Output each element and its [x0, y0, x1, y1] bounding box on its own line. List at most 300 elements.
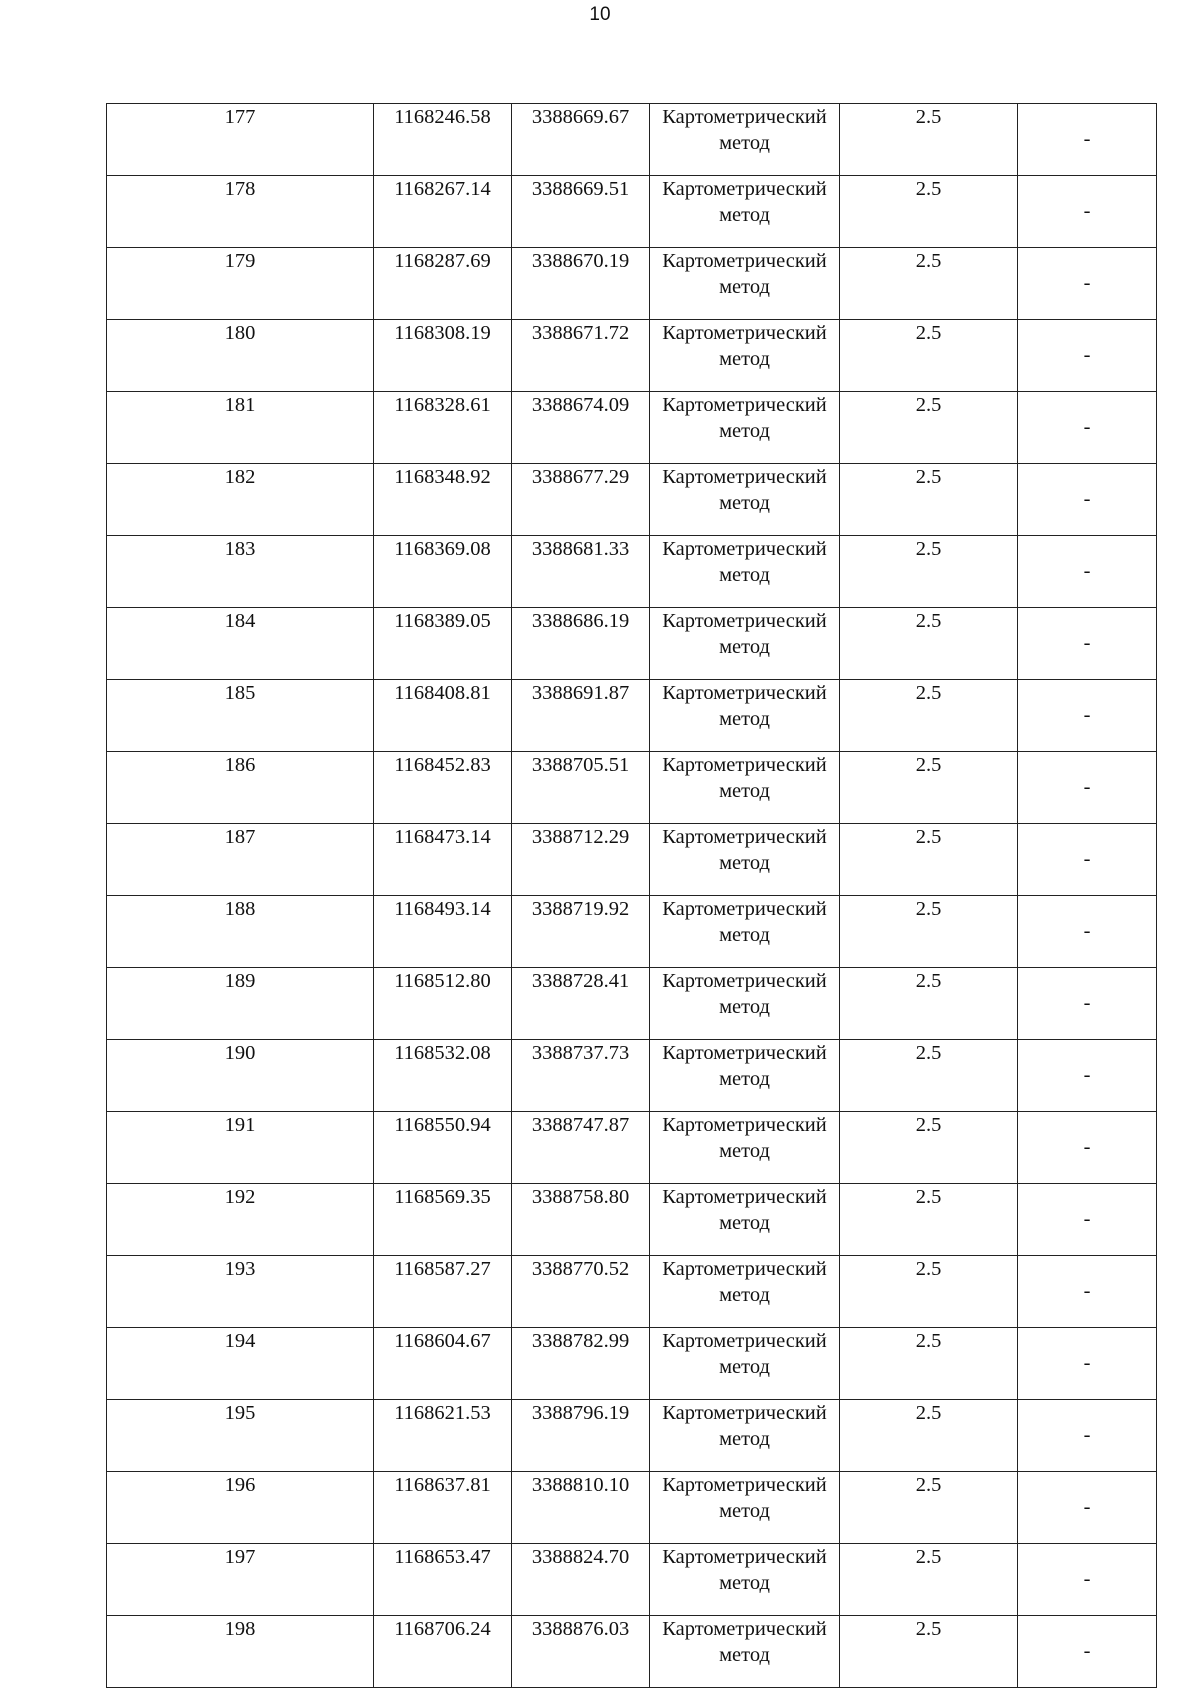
table-row — [107, 464, 1157, 536]
table-row — [107, 1040, 1157, 1112]
page-number: 10 — [589, 4, 611, 25]
x-coordinate-cell — [374, 968, 512, 1040]
y-coordinate-text: 3388671.72 — [531, 322, 630, 344]
table-row — [107, 1472, 1157, 1544]
accuracy-text: 2.5 — [915, 1330, 942, 1352]
y-coordinate-cell — [512, 1040, 650, 1112]
point-number-text: 193 — [224, 1258, 256, 1280]
x-coordinate-cell — [374, 1184, 512, 1256]
x-coordinate-text: 1168473.14 — [394, 826, 491, 848]
description-text: - — [1083, 1424, 1091, 1446]
method-text: метод — [719, 636, 770, 658]
point-number-text: 194 — [224, 1330, 256, 1352]
y-coordinate-text: 3388728.41 — [531, 970, 630, 992]
y-coordinate-cell — [512, 176, 650, 248]
method-text: Картометрический — [662, 1546, 827, 1568]
description-text: - — [1083, 1568, 1091, 1590]
x-coordinate-text: 1168328.61 — [394, 394, 491, 416]
table-row — [107, 536, 1157, 608]
method-cell — [650, 1184, 840, 1256]
x-coordinate-cell — [374, 608, 512, 680]
method-cell — [650, 824, 840, 896]
description-cell — [1018, 824, 1157, 896]
description-cell — [1018, 1184, 1157, 1256]
description-cell — [1018, 680, 1157, 752]
method-text: метод — [719, 1500, 770, 1522]
y-coordinate-text: 3388758.80 — [531, 1186, 630, 1208]
point-number-text: 189 — [224, 970, 256, 992]
point-number-cell — [107, 752, 374, 824]
y-coordinate-text: 3388824.70 — [531, 1546, 630, 1568]
x-coordinate-text: 1168246.58 — [394, 106, 491, 128]
method-text: метод — [719, 204, 770, 226]
method-text: метод — [719, 132, 770, 154]
table-row — [107, 104, 1157, 176]
point-number-cell — [107, 896, 374, 968]
accuracy-cell — [840, 104, 1018, 176]
table-row — [107, 1184, 1157, 1256]
y-coordinate-text: 3388770.52 — [531, 1258, 630, 1280]
point-number-cell — [107, 1184, 374, 1256]
y-coordinate-cell — [512, 392, 650, 464]
method-cell — [650, 1040, 840, 1112]
point-number-cell — [107, 1472, 374, 1544]
y-coordinate-cell — [512, 1544, 650, 1616]
method-text: метод — [719, 1356, 770, 1378]
y-coordinate-text: 3388782.99 — [531, 1330, 630, 1352]
point-number-cell — [107, 392, 374, 464]
method-text: Картометрический — [662, 1474, 827, 1496]
accuracy-text: 2.5 — [915, 1402, 942, 1424]
y-coordinate-cell — [512, 680, 650, 752]
table-row — [107, 176, 1157, 248]
method-text: метод — [719, 492, 770, 514]
accuracy-text: 2.5 — [915, 250, 942, 272]
x-coordinate-cell — [374, 1472, 512, 1544]
accuracy-cell — [840, 1040, 1018, 1112]
point-number-text: 180 — [224, 322, 256, 344]
accuracy-cell — [840, 464, 1018, 536]
method-text: Картометрический — [662, 826, 827, 848]
point-number-cell — [107, 824, 374, 896]
x-coordinate-text: 1168706.24 — [394, 1618, 491, 1640]
point-number-cell — [107, 176, 374, 248]
accuracy-cell — [840, 176, 1018, 248]
method-text: метод — [719, 348, 770, 370]
method-text: Картометрический — [662, 466, 827, 488]
method-cell — [650, 1400, 840, 1472]
point-number-cell — [107, 320, 374, 392]
x-coordinate-text: 1168267.14 — [394, 178, 491, 200]
x-coordinate-text: 1168389.05 — [394, 610, 491, 632]
x-coordinate-text: 1168587.27 — [394, 1258, 491, 1280]
y-coordinate-cell — [512, 248, 650, 320]
accuracy-text: 2.5 — [915, 1114, 942, 1136]
point-number-text: 198 — [224, 1618, 256, 1640]
accuracy-text: 2.5 — [915, 466, 942, 488]
y-coordinate-text: 3388719.92 — [531, 898, 630, 920]
method-text: метод — [719, 1284, 770, 1306]
description-text: - — [1083, 992, 1091, 1014]
accuracy-text: 2.5 — [915, 1258, 942, 1280]
method-text: Картометрический — [662, 178, 827, 200]
table-row — [107, 1400, 1157, 1472]
description-text: - — [1083, 1136, 1091, 1158]
point-number-text: 190 — [224, 1042, 256, 1064]
method-cell — [650, 536, 840, 608]
description-text: - — [1083, 1064, 1091, 1086]
description-cell — [1018, 896, 1157, 968]
point-number-text: 197 — [224, 1546, 256, 1568]
table-row — [107, 1616, 1157, 1688]
x-coordinate-cell — [374, 680, 512, 752]
y-coordinate-cell — [512, 536, 650, 608]
point-number-cell — [107, 608, 374, 680]
method-text: Картометрический — [662, 898, 827, 920]
y-coordinate-cell — [512, 1400, 650, 1472]
point-number-cell — [107, 1400, 374, 1472]
y-coordinate-text: 3388747.87 — [531, 1114, 630, 1136]
method-text: метод — [719, 708, 770, 730]
x-coordinate-cell — [374, 536, 512, 608]
accuracy-cell — [840, 1400, 1018, 1472]
description-cell — [1018, 104, 1157, 176]
accuracy-cell — [840, 752, 1018, 824]
point-number-text: 196 — [224, 1474, 256, 1496]
x-coordinate-cell — [374, 1040, 512, 1112]
method-cell — [650, 608, 840, 680]
method-text: метод — [719, 852, 770, 874]
y-coordinate-text: 3388686.19 — [531, 610, 630, 632]
method-cell — [650, 1256, 840, 1328]
description-cell — [1018, 968, 1157, 1040]
x-coordinate-cell — [374, 464, 512, 536]
method-text: метод — [719, 1644, 770, 1666]
table-row — [107, 320, 1157, 392]
y-coordinate-text: 3388737.73 — [531, 1042, 630, 1064]
x-coordinate-text: 1168653.47 — [394, 1546, 491, 1568]
y-coordinate-text: 3388681.33 — [531, 538, 630, 560]
accuracy-text: 2.5 — [915, 394, 942, 416]
accuracy-text: 2.5 — [915, 1546, 942, 1568]
accuracy-cell — [840, 1472, 1018, 1544]
point-number-cell — [107, 464, 374, 536]
x-coordinate-text: 1168287.69 — [394, 250, 491, 272]
description-text: - — [1083, 1496, 1091, 1518]
accuracy-text: 2.5 — [915, 1186, 942, 1208]
description-cell — [1018, 392, 1157, 464]
accuracy-cell — [840, 1616, 1018, 1688]
x-coordinate-text: 1168308.19 — [394, 322, 491, 344]
table-row — [107, 824, 1157, 896]
x-coordinate-text: 1168637.81 — [394, 1474, 491, 1496]
point-number-text: 187 — [224, 826, 256, 848]
description-text: - — [1083, 776, 1091, 798]
point-number-text: 186 — [224, 754, 256, 776]
method-cell — [650, 176, 840, 248]
point-number-cell — [107, 1040, 374, 1112]
description-cell — [1018, 1328, 1157, 1400]
point-number-text: 188 — [224, 898, 256, 920]
method-text: Картометрический — [662, 394, 827, 416]
description-cell — [1018, 1400, 1157, 1472]
method-cell — [650, 680, 840, 752]
point-number-text: 178 — [224, 178, 256, 200]
accuracy-text: 2.5 — [915, 754, 942, 776]
point-number-cell — [107, 104, 374, 176]
y-coordinate-cell — [512, 1472, 650, 1544]
method-cell — [650, 1328, 840, 1400]
description-text: - — [1083, 416, 1091, 438]
method-text: метод — [719, 924, 770, 946]
x-coordinate-cell — [374, 1256, 512, 1328]
point-number-text: 182 — [224, 466, 256, 488]
table-row — [107, 1256, 1157, 1328]
description-text: - — [1083, 1208, 1091, 1230]
table-row — [107, 896, 1157, 968]
y-coordinate-text: 3388705.51 — [531, 754, 630, 776]
description-text: - — [1083, 1640, 1091, 1662]
x-coordinate-text: 1168369.08 — [394, 538, 491, 560]
description-cell — [1018, 1040, 1157, 1112]
table-row — [107, 968, 1157, 1040]
description-cell — [1018, 176, 1157, 248]
point-number-text: 179 — [224, 250, 256, 272]
method-text: метод — [719, 564, 770, 586]
x-coordinate-cell — [374, 320, 512, 392]
y-coordinate-cell — [512, 608, 650, 680]
table-row — [107, 1112, 1157, 1184]
x-coordinate-text: 1168452.83 — [394, 754, 491, 776]
point-number-cell — [107, 968, 374, 1040]
method-cell — [650, 392, 840, 464]
point-number-cell — [107, 680, 374, 752]
description-text: - — [1083, 272, 1091, 294]
method-text: Картометрический — [662, 1402, 827, 1424]
method-cell — [650, 752, 840, 824]
table-row — [107, 608, 1157, 680]
x-coordinate-cell — [374, 752, 512, 824]
accuracy-text: 2.5 — [915, 610, 942, 632]
y-coordinate-text: 3388670.19 — [531, 250, 630, 272]
point-number-text: 177 — [224, 106, 256, 128]
point-number-cell — [107, 1328, 374, 1400]
y-coordinate-text: 3388669.51 — [531, 178, 630, 200]
point-number-text: 195 — [224, 1402, 256, 1424]
y-coordinate-cell — [512, 1256, 650, 1328]
method-text: метод — [719, 420, 770, 442]
y-coordinate-cell — [512, 104, 650, 176]
method-text: Картометрический — [662, 1618, 827, 1640]
point-number-cell — [107, 1616, 374, 1688]
x-coordinate-cell — [374, 1400, 512, 1472]
description-text: - — [1083, 1352, 1091, 1374]
y-coordinate-cell — [512, 968, 650, 1040]
method-text: Картометрический — [662, 1042, 827, 1064]
method-text: Картометрический — [662, 1114, 827, 1136]
description-cell — [1018, 248, 1157, 320]
x-coordinate-cell — [374, 824, 512, 896]
method-text: Картометрический — [662, 322, 827, 344]
description-text: - — [1083, 200, 1091, 222]
accuracy-cell — [840, 896, 1018, 968]
accuracy-cell — [840, 824, 1018, 896]
method-cell — [650, 1544, 840, 1616]
description-cell — [1018, 1256, 1157, 1328]
y-coordinate-cell — [512, 320, 650, 392]
method-cell — [650, 464, 840, 536]
table-row — [107, 248, 1157, 320]
y-coordinate-cell — [512, 464, 650, 536]
x-coordinate-text: 1168512.80 — [394, 970, 491, 992]
y-coordinate-text: 3388712.29 — [531, 826, 630, 848]
point-number-cell — [107, 248, 374, 320]
method-text: метод — [719, 1068, 770, 1090]
accuracy-cell — [840, 608, 1018, 680]
accuracy-text: 2.5 — [915, 826, 942, 848]
x-coordinate-cell — [374, 176, 512, 248]
method-text: Картометрический — [662, 1330, 827, 1352]
coordinates-table-body — [107, 104, 1157, 1688]
method-text: метод — [719, 276, 770, 298]
point-number-text: 191 — [224, 1114, 256, 1136]
method-cell — [650, 104, 840, 176]
x-coordinate-text: 1168348.92 — [394, 466, 491, 488]
accuracy-text: 2.5 — [915, 178, 942, 200]
method-cell — [650, 248, 840, 320]
description-text: - — [1083, 632, 1091, 654]
coordinates-table — [106, 103, 1157, 1688]
x-coordinate-cell — [374, 1544, 512, 1616]
description-text: - — [1083, 560, 1091, 582]
description-cell — [1018, 1616, 1157, 1688]
method-text: Картометрический — [662, 610, 827, 632]
accuracy-text: 2.5 — [915, 898, 942, 920]
y-coordinate-cell — [512, 824, 650, 896]
point-number-cell — [107, 1256, 374, 1328]
accuracy-cell — [840, 536, 1018, 608]
point-number-text: 183 — [224, 538, 256, 560]
table-row — [107, 680, 1157, 752]
method-text: метод — [719, 996, 770, 1018]
x-coordinate-cell — [374, 1112, 512, 1184]
point-number-text: 184 — [224, 610, 256, 632]
point-number-text: 181 — [224, 394, 256, 416]
method-text: Картометрический — [662, 970, 827, 992]
description-cell — [1018, 320, 1157, 392]
description-text: - — [1083, 920, 1091, 942]
x-coordinate-cell — [374, 392, 512, 464]
point-number-cell — [107, 536, 374, 608]
method-cell — [650, 320, 840, 392]
method-text: Картометрический — [662, 1258, 827, 1280]
description-text: - — [1083, 344, 1091, 366]
method-cell — [650, 1112, 840, 1184]
x-coordinate-cell — [374, 896, 512, 968]
table-row — [107, 392, 1157, 464]
method-text: Картометрический — [662, 250, 827, 272]
method-cell — [650, 1616, 840, 1688]
accuracy-text: 2.5 — [915, 970, 942, 992]
x-coordinate-cell — [374, 104, 512, 176]
method-text: Картометрический — [662, 754, 827, 776]
accuracy-text: 2.5 — [915, 1042, 942, 1064]
y-coordinate-text: 3388674.09 — [531, 394, 630, 416]
description-text: - — [1083, 1280, 1091, 1302]
description-cell — [1018, 1472, 1157, 1544]
description-text: - — [1083, 488, 1091, 510]
method-cell — [650, 896, 840, 968]
y-coordinate-cell — [512, 752, 650, 824]
x-coordinate-text: 1168532.08 — [394, 1042, 491, 1064]
accuracy-text: 2.5 — [915, 538, 942, 560]
method-text: метод — [719, 1428, 770, 1450]
method-text: метод — [719, 780, 770, 802]
point-number-cell — [107, 1544, 374, 1616]
table-row — [107, 752, 1157, 824]
description-text: - — [1083, 704, 1091, 726]
accuracy-text: 2.5 — [915, 1618, 942, 1640]
method-cell — [650, 968, 840, 1040]
x-coordinate-cell — [374, 248, 512, 320]
accuracy-cell — [840, 1544, 1018, 1616]
description-text: - — [1083, 848, 1091, 870]
point-number-cell — [107, 1112, 374, 1184]
description-cell — [1018, 464, 1157, 536]
method-text: метод — [719, 1572, 770, 1594]
x-coordinate-text: 1168408.81 — [394, 682, 491, 704]
point-number-text: 192 — [224, 1186, 256, 1208]
x-coordinate-text: 1168569.35 — [394, 1186, 491, 1208]
description-text: - — [1083, 128, 1091, 150]
y-coordinate-text: 3388810.10 — [531, 1474, 630, 1496]
x-coordinate-cell — [374, 1616, 512, 1688]
x-coordinate-text: 1168493.14 — [394, 898, 491, 920]
method-text: Картометрический — [662, 106, 827, 128]
accuracy-cell — [840, 680, 1018, 752]
accuracy-text: 2.5 — [915, 106, 942, 128]
y-coordinate-text: 3388796.19 — [531, 1402, 630, 1424]
x-coordinate-text: 1168550.94 — [394, 1114, 491, 1136]
description-cell — [1018, 752, 1157, 824]
y-coordinate-cell — [512, 1184, 650, 1256]
accuracy-cell — [840, 320, 1018, 392]
y-coordinate-cell — [512, 1328, 650, 1400]
description-cell — [1018, 608, 1157, 680]
method-text: Картометрический — [662, 538, 827, 560]
table-row — [107, 1328, 1157, 1400]
accuracy-text: 2.5 — [915, 682, 942, 704]
accuracy-text: 2.5 — [915, 1474, 942, 1496]
table-row — [107, 1544, 1157, 1616]
accuracy-cell — [840, 392, 1018, 464]
accuracy-cell — [840, 1328, 1018, 1400]
accuracy-text: 2.5 — [915, 322, 942, 344]
y-coordinate-cell — [512, 1616, 650, 1688]
x-coordinate-text: 1168604.67 — [394, 1330, 491, 1352]
point-number-text: 185 — [224, 682, 256, 704]
description-cell — [1018, 1544, 1157, 1616]
method-cell — [650, 1472, 840, 1544]
y-coordinate-text: 3388691.87 — [531, 682, 630, 704]
method-text: Картометрический — [662, 1186, 827, 1208]
x-coordinate-text: 1168621.53 — [394, 1402, 491, 1424]
method-text: метод — [719, 1140, 770, 1162]
description-cell — [1018, 536, 1157, 608]
y-coordinate-text: 3388669.67 — [531, 106, 630, 128]
accuracy-cell — [840, 1256, 1018, 1328]
method-text: Картометрический — [662, 682, 827, 704]
